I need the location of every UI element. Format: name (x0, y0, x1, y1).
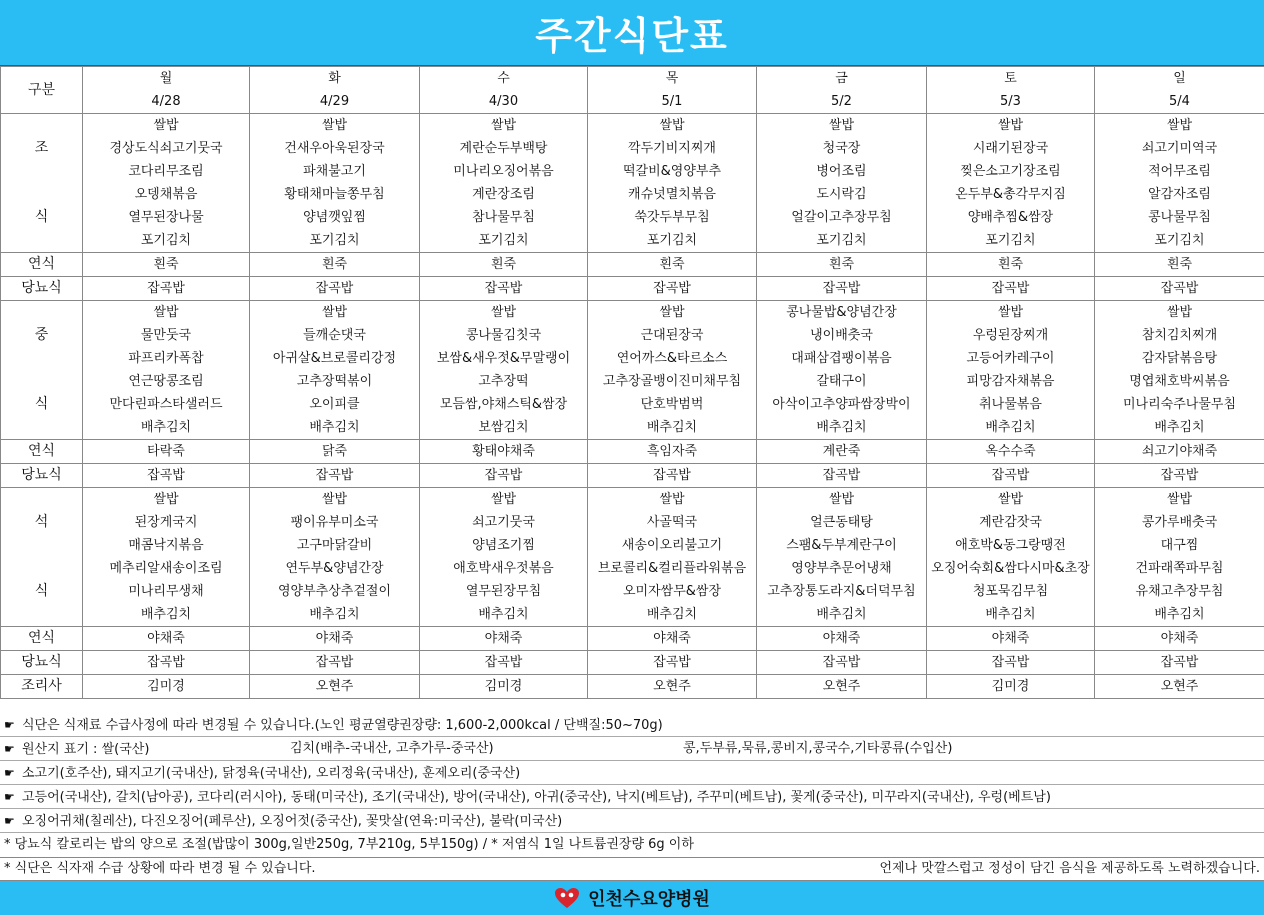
menu-item-cell: 애호박새우젓볶음 (420, 557, 588, 580)
menu-item-cell: 스팸&두부계란구이 (757, 534, 927, 557)
diet-item-cell: 야채죽 (588, 627, 757, 651)
menu-item-cell: 오징어숙회&쌈다시마&초장 (927, 557, 1095, 580)
diet-item-cell: 닭죽 (250, 440, 420, 464)
menu-item-cell: 모듬쌈,야채스틱&쌈장 (420, 393, 588, 416)
pointing-hand-icon: ☛ (4, 766, 15, 780)
menu-item-cell: 배추김치 (757, 416, 927, 440)
menu-item-cell: 참나물무침 (420, 206, 588, 229)
diet-label-cell: 당뇨식 (1, 277, 83, 301)
cook-name-cell: 김미경 (927, 675, 1095, 699)
menu-item-cell: 병어조림 (757, 160, 927, 183)
meal-row (1, 603, 1264, 627)
menu-item-cell: 고추장골뱅이진미채무침 (588, 370, 757, 393)
menu-item-cell: 만다린파스타샐러드 (83, 393, 250, 416)
diet-item-cell: 잡곡밥 (757, 464, 927, 488)
notes-section (0, 713, 1264, 857)
diet-item-cell: 흰죽 (83, 253, 250, 277)
menu-item-cell: 양념깻잎찜 (250, 206, 420, 229)
menu-item-cell: 포기김치 (1095, 229, 1264, 253)
diet-item-cell: 야채죽 (420, 627, 588, 651)
diet-item-cell: 잡곡밥 (757, 651, 927, 675)
meal-row (1, 301, 1264, 325)
diet-item-cell: 잡곡밥 (420, 651, 588, 675)
cook-name-cell: 오현주 (250, 675, 420, 699)
note-row (0, 737, 1264, 761)
meal-row (1, 416, 1264, 440)
menu-item-cell: 갈태구이 (757, 370, 927, 393)
diet-item-cell: 계란죽 (757, 440, 927, 464)
diet-item-cell: 잡곡밥 (927, 277, 1095, 301)
meal-row (1, 183, 1264, 206)
menu-item-cell: 보쌈김치 (420, 416, 588, 440)
diet-item-cell: 옥수수죽 (927, 440, 1095, 464)
menu-item-cell: 황태채마늘쫑무침 (250, 183, 420, 206)
menu-item-cell: 쌀밥 (927, 301, 1095, 325)
menu-item-cell: 포기김치 (420, 229, 588, 253)
cook-row (1, 675, 1264, 699)
menu-item-cell: 메추리알새송이조림 (83, 557, 250, 580)
diet-item-cell: 잡곡밥 (420, 277, 588, 301)
page-title: 주간식단표 (535, 14, 729, 58)
menu-item-cell: 들깨순댓국 (250, 324, 420, 347)
menu-item-cell: 쇠고기뭇국 (420, 511, 588, 534)
menu-item-cell: 양배추찜&쌈장 (927, 206, 1095, 229)
menu-item-cell: 고추장통도라지&더덕무침 (757, 580, 927, 603)
menu-item-cell: 건파래쪽파무침 (1095, 557, 1264, 580)
diet-item-cell: 타락죽 (83, 440, 250, 464)
menu-item-cell: 배추김치 (83, 603, 250, 627)
date-cell: 5/3 (927, 90, 1095, 114)
diet-item-cell: 잡곡밥 (588, 651, 757, 675)
menu-item-cell: 얼갈이고추장무침 (757, 206, 927, 229)
menu-item-cell: 고구마닭갈비 (250, 534, 420, 557)
diet-item-cell: 잡곡밥 (588, 464, 757, 488)
menu-item-cell: 파프리카폭찹 (83, 347, 250, 370)
note-text: 소고기(호주산), 돼지고기(국내산), 닭정육(국내산), 오리정육(국내산), 훈제오리(중국산) (22, 766, 521, 781)
menu-item-cell: 쌀밥 (420, 114, 588, 138)
meal-label-bottom: 식 (1, 557, 83, 627)
menu-item-cell: 쌀밥 (757, 488, 927, 512)
menu-item-cell: 쑥갓두부무침 (588, 206, 757, 229)
diet-item-cell: 야채죽 (1095, 627, 1264, 651)
menu-item-cell: 쌀밥 (83, 301, 250, 325)
menu-item-cell: 얼큰동태탕 (757, 511, 927, 534)
menu-item-cell: 아귀살&브로콜리강정 (250, 347, 420, 370)
menu-item-cell: 오이피클 (250, 393, 420, 416)
menu-item-cell: 취나물볶음 (927, 393, 1095, 416)
menu-item-cell: 연어까스&타르소스 (588, 347, 757, 370)
day-name-cell: 화 (250, 67, 420, 91)
menu-item-cell: 배추김치 (250, 416, 420, 440)
menu-item-cell: 아삭이고추양파쌈장박이 (757, 393, 927, 416)
hospital-name: 인천수요양병원 (588, 889, 710, 910)
meal-row (1, 557, 1264, 580)
menu-item-cell: 포기김치 (757, 229, 927, 253)
special-diet-row (1, 464, 1264, 488)
date-cell: 4/28 (83, 90, 250, 114)
menu-item-cell: 찢은소고기장조림 (927, 160, 1095, 183)
header-date-row (1, 90, 1264, 114)
menu-item-cell: 깍두기비지찌개 (588, 137, 757, 160)
diet-label-cell: 당뇨식 (1, 464, 83, 488)
day-name-cell: 목 (588, 67, 757, 91)
diet-item-cell: 잡곡밥 (420, 464, 588, 488)
day-name-cell: 월 (83, 67, 250, 91)
diet-item-cell: 잡곡밥 (927, 464, 1095, 488)
menu-item-cell: 고등어카레구이 (927, 347, 1095, 370)
menu-item-cell: 배추김치 (1095, 416, 1264, 440)
meal-row (1, 229, 1264, 253)
meal-label-top: 중 (1, 301, 83, 371)
menu-item-cell: 명엽채호박씨볶음 (1095, 370, 1264, 393)
diet-item-cell: 쇠고기야채죽 (1095, 440, 1264, 464)
menu-item-cell: 배추김치 (757, 603, 927, 627)
diet-item-cell: 잡곡밥 (588, 277, 757, 301)
note-text: 식단은 식재료 수급사정에 따라 변경될 수 있습니다.(노인 평균열량권장량: 1,600-2,000kcal / 단백질:50~70g) (22, 718, 663, 733)
note-text: 원산지 표기 : 쌀(국산) (22, 742, 150, 757)
menu-item-cell: 물만둣국 (83, 324, 250, 347)
menu-item-cell: 연근땅콩조림 (83, 370, 250, 393)
diet-item-cell: 잡곡밥 (757, 277, 927, 301)
menu-item-cell: 대구찜 (1095, 534, 1264, 557)
title-banner (0, 0, 1264, 66)
meal-label-bottom: 식 (1, 183, 83, 253)
menu-item-cell: 피망감자채볶음 (927, 370, 1095, 393)
diet-item-cell: 잡곡밥 (250, 277, 420, 301)
menu-item-cell: 단호박범벅 (588, 393, 757, 416)
menu-item-cell: 배추김치 (927, 416, 1095, 440)
menu-item-cell: 된장게국지 (83, 511, 250, 534)
cook-name-cell: 김미경 (83, 675, 250, 699)
diet-label-cell: 연식 (1, 627, 83, 651)
menu-item-cell: 청포묵김무침 (927, 580, 1095, 603)
menu-item-cell: 배추김치 (83, 416, 250, 440)
menu-item-cell: 감자닭볶음탕 (1095, 347, 1264, 370)
diet-item-cell: 잡곡밥 (250, 464, 420, 488)
diet-item-cell: 야채죽 (250, 627, 420, 651)
meal-label-top: 석 (1, 488, 83, 558)
menu-item-cell: 고추장떡 (420, 370, 588, 393)
meal-row (1, 160, 1264, 183)
pointing-hand-icon: ☛ (4, 814, 15, 828)
menu-item-cell: 쌀밥 (588, 114, 757, 138)
note-row (0, 713, 1264, 737)
menu-item-cell: 경상도식쇠고기뭇국 (83, 137, 250, 160)
diet-item-cell: 황태야채죽 (420, 440, 588, 464)
menu-item-cell: 콩나물무침 (1095, 206, 1264, 229)
diet-item-cell: 흰죽 (420, 253, 588, 277)
menu-item-cell: 청국장 (757, 137, 927, 160)
diet-item-cell: 흰죽 (588, 253, 757, 277)
menu-item-cell: 배추김치 (250, 603, 420, 627)
note-row (0, 785, 1264, 809)
footer-right-text: 언제나 맛깔스럽고 정성이 담긴 음식을 제공하도록 노력하겠습니다. (879, 861, 1260, 876)
menu-item-cell: 건새우아욱된장국 (250, 137, 420, 160)
note-text: 고등어(국내산), 갈치(남아공), 코다리(러시아), 동태(미국산), 조기(국내산), 방어(국내산), 아귀(중국산), 낙지(베트남), 주꾸미(베트남), 꽃게(중국산), 미꾸라지(국내산), 우렁(베트남) (22, 790, 1051, 805)
menu-item-cell: 배추김치 (927, 603, 1095, 627)
menu-item-cell: 미나리오징어볶음 (420, 160, 588, 183)
note-row (0, 761, 1264, 785)
date-cell: 5/1 (588, 90, 757, 114)
menu-item-cell: 떡갈비&영양부추 (588, 160, 757, 183)
date-cell: 5/4 (1095, 90, 1264, 114)
menu-item-cell: 열무된장무침 (420, 580, 588, 603)
menu-item-cell: 팽이유부미소국 (250, 511, 420, 534)
header-label-cell: 구분 (1, 67, 83, 114)
menu-item-cell: 배추김치 (588, 603, 757, 627)
menu-item-cell: 쌀밥 (588, 301, 757, 325)
menu-item-cell: 계란장조림 (420, 183, 588, 206)
diet-item-cell: 잡곡밥 (1095, 277, 1264, 301)
footer-notice (0, 857, 1264, 881)
menu-item-cell: 도시락김 (757, 183, 927, 206)
menu-item-cell: 쌀밥 (420, 488, 588, 512)
menu-item-cell: 미나리숙주나물무침 (1095, 393, 1264, 416)
menu-item-cell: 오뎅채볶음 (83, 183, 250, 206)
diet-item-cell: 흑임자죽 (588, 440, 757, 464)
menu-item-cell: 쌀밥 (250, 114, 420, 138)
meal-row (1, 511, 1264, 534)
menu-item-cell: 코다리무조림 (83, 160, 250, 183)
menu-item-cell: 계란감잣국 (927, 511, 1095, 534)
diet-label-cell: 연식 (1, 440, 83, 464)
diet-item-cell: 야채죽 (757, 627, 927, 651)
date-cell: 4/30 (420, 90, 588, 114)
diet-item-cell: 야채죽 (83, 627, 250, 651)
meal-row (1, 324, 1264, 347)
diet-item-cell: 잡곡밥 (83, 277, 250, 301)
menu-item-cell: 대패삼겹팽이볶음 (757, 347, 927, 370)
header-day-row (1, 67, 1264, 91)
menu-item-cell: 계란순두부백탕 (420, 137, 588, 160)
note-text: 김치(배추-국내산, 고추가루-중국산) (290, 741, 494, 756)
day-name-cell: 금 (757, 67, 927, 91)
menu-item-cell: 유채고추장무침 (1095, 580, 1264, 603)
day-name-cell: 토 (927, 67, 1095, 91)
menu-item-cell: 참치김치찌개 (1095, 324, 1264, 347)
meal-row (1, 580, 1264, 603)
diet-item-cell: 야채죽 (927, 627, 1095, 651)
menu-item-cell: 배추김치 (420, 603, 588, 627)
menu-item-cell: 콩나물김칫국 (420, 324, 588, 347)
menu-item-cell: 쌀밥 (757, 114, 927, 138)
menu-item-cell: 쌀밥 (83, 114, 250, 138)
diet-label-cell: 당뇨식 (1, 651, 83, 675)
menu-item-cell: 쌀밥 (420, 301, 588, 325)
special-diet-row (1, 651, 1264, 675)
cook-name-cell: 오현주 (1095, 675, 1264, 699)
footer-left-text: * 식단은 식자재 수급 상황에 따라 변경 될 수 있습니다. (4, 861, 316, 876)
diet-label-cell: 연식 (1, 253, 83, 277)
menu-item-cell: 보쌈&새우젓&무말랭이 (420, 347, 588, 370)
menu-item-cell: 포기김치 (588, 229, 757, 253)
menu-item-cell: 근대된장국 (588, 324, 757, 347)
diet-item-cell: 흰죽 (1095, 253, 1264, 277)
note-text: * 당뇨식 칼로리는 밥의 양으로 조절(밥많이 300g,일반250g, 7부210g, 5부150g) / * 저염식 1일 나트륨권장량 6g 이하 (4, 837, 694, 852)
menu-item-cell: 쌀밥 (1095, 114, 1264, 138)
menu-item-cell: 쌀밥 (1095, 488, 1264, 512)
menu-item-cell: 적어무조림 (1095, 160, 1264, 183)
diet-item-cell: 잡곡밥 (927, 651, 1095, 675)
pointing-hand-icon: ☛ (4, 790, 15, 804)
menu-item-cell: 쌀밥 (83, 488, 250, 512)
diet-item-cell: 잡곡밥 (83, 651, 250, 675)
menu-item-cell: 배추김치 (588, 416, 757, 440)
menu-item-cell: 쌀밥 (250, 488, 420, 512)
diet-item-cell: 흰죽 (757, 253, 927, 277)
menu-item-cell: 영양부추문어냉채 (757, 557, 927, 580)
meal-label-top: 조 (1, 114, 83, 184)
menu-item-cell: 콩가루배춧국 (1095, 511, 1264, 534)
menu-item-cell: 포기김치 (83, 229, 250, 253)
menu-item-cell: 양념조기찜 (420, 534, 588, 557)
menu-item-cell: 시래기된장국 (927, 137, 1095, 160)
menu-item-cell: 포기김치 (250, 229, 420, 253)
heart-logo-icon (554, 887, 580, 909)
menu-item-cell: 브로콜리&컬리플라워볶음 (588, 557, 757, 580)
menu-item-cell: 고추장떡볶이 (250, 370, 420, 393)
menu-item-cell: 콩나물밥&양념간장 (757, 301, 927, 325)
menu-item-cell: 파채불고기 (250, 160, 420, 183)
menu-item-cell: 사골떡국 (588, 511, 757, 534)
hospital-brand (554, 885, 710, 911)
meal-label-bottom: 식 (1, 370, 83, 440)
menu-item-cell: 온두부&총각무지짐 (927, 183, 1095, 206)
date-cell: 5/2 (757, 90, 927, 114)
note-row (0, 833, 1264, 857)
menu-item-cell: 영양부추상추겉절이 (250, 580, 420, 603)
diet-item-cell: 잡곡밥 (1095, 651, 1264, 675)
menu-item-cell: 애호박&동그랑땡전 (927, 534, 1095, 557)
diet-item-cell: 잡곡밥 (83, 464, 250, 488)
special-diet-row (1, 627, 1264, 651)
pointing-hand-icon: ☛ (4, 718, 15, 732)
diet-item-cell: 잡곡밥 (250, 651, 420, 675)
cook-name-cell: 오현주 (757, 675, 927, 699)
note-row (0, 809, 1264, 833)
menu-item-cell: 쌀밥 (1095, 301, 1264, 325)
cook-name-cell: 오현주 (588, 675, 757, 699)
menu-item-cell: 열무된장나물 (83, 206, 250, 229)
menu-item-cell: 미나리무생채 (83, 580, 250, 603)
menu-item-cell: 알감자조림 (1095, 183, 1264, 206)
menu-item-cell: 쇠고기미역국 (1095, 137, 1264, 160)
weekly-menu-table (0, 66, 1264, 699)
meal-row (1, 370, 1264, 393)
menu-item-cell: 쌀밥 (927, 488, 1095, 512)
menu-item-cell: 연두부&양념간장 (250, 557, 420, 580)
special-diet-row (1, 253, 1264, 277)
menu-item-cell: 배추김치 (1095, 603, 1264, 627)
menu-item-cell: 쌀밥 (588, 488, 757, 512)
hospital-banner (0, 881, 1264, 915)
meal-row (1, 488, 1264, 512)
special-diet-row (1, 440, 1264, 464)
meal-row (1, 206, 1264, 229)
diet-item-cell: 흰죽 (250, 253, 420, 277)
diet-item-cell: 잡곡밥 (1095, 464, 1264, 488)
note-text: 오징어귀채(칠레산), 다진오징어(페루산), 오징어젓(중국산), 꽃맛살(연육:미국산), 불락(미국산) (22, 814, 563, 829)
menu-item-cell: 쌀밥 (250, 301, 420, 325)
menu-item-cell: 포기김치 (927, 229, 1095, 253)
menu-item-cell: 오미자쌈무&쌈장 (588, 580, 757, 603)
meal-row (1, 534, 1264, 557)
day-name-cell: 일 (1095, 67, 1264, 91)
menu-item-cell: 쌀밥 (927, 114, 1095, 138)
menu-item-cell: 새송이오리불고기 (588, 534, 757, 557)
pointing-hand-icon: ☛ (4, 742, 15, 756)
special-diet-row (1, 277, 1264, 301)
menu-item-cell: 우렁된장찌개 (927, 324, 1095, 347)
cook-label-cell: 조리사 (1, 675, 83, 699)
menu-item-cell: 매콤낙지볶음 (83, 534, 250, 557)
meal-row (1, 393, 1264, 416)
day-name-cell: 수 (420, 67, 588, 91)
menu-item-cell: 캐슈넛멸치볶음 (588, 183, 757, 206)
menu-item-cell: 냉이배춧국 (757, 324, 927, 347)
diet-item-cell: 흰죽 (927, 253, 1095, 277)
meal-row (1, 137, 1264, 160)
note-text: 콩,두부류,묵류,콩비지,콩국수,기타콩류(수입산) (683, 741, 953, 756)
cook-name-cell: 김미경 (420, 675, 588, 699)
meal-row (1, 114, 1264, 138)
date-cell: 4/29 (250, 90, 420, 114)
meal-row (1, 347, 1264, 370)
